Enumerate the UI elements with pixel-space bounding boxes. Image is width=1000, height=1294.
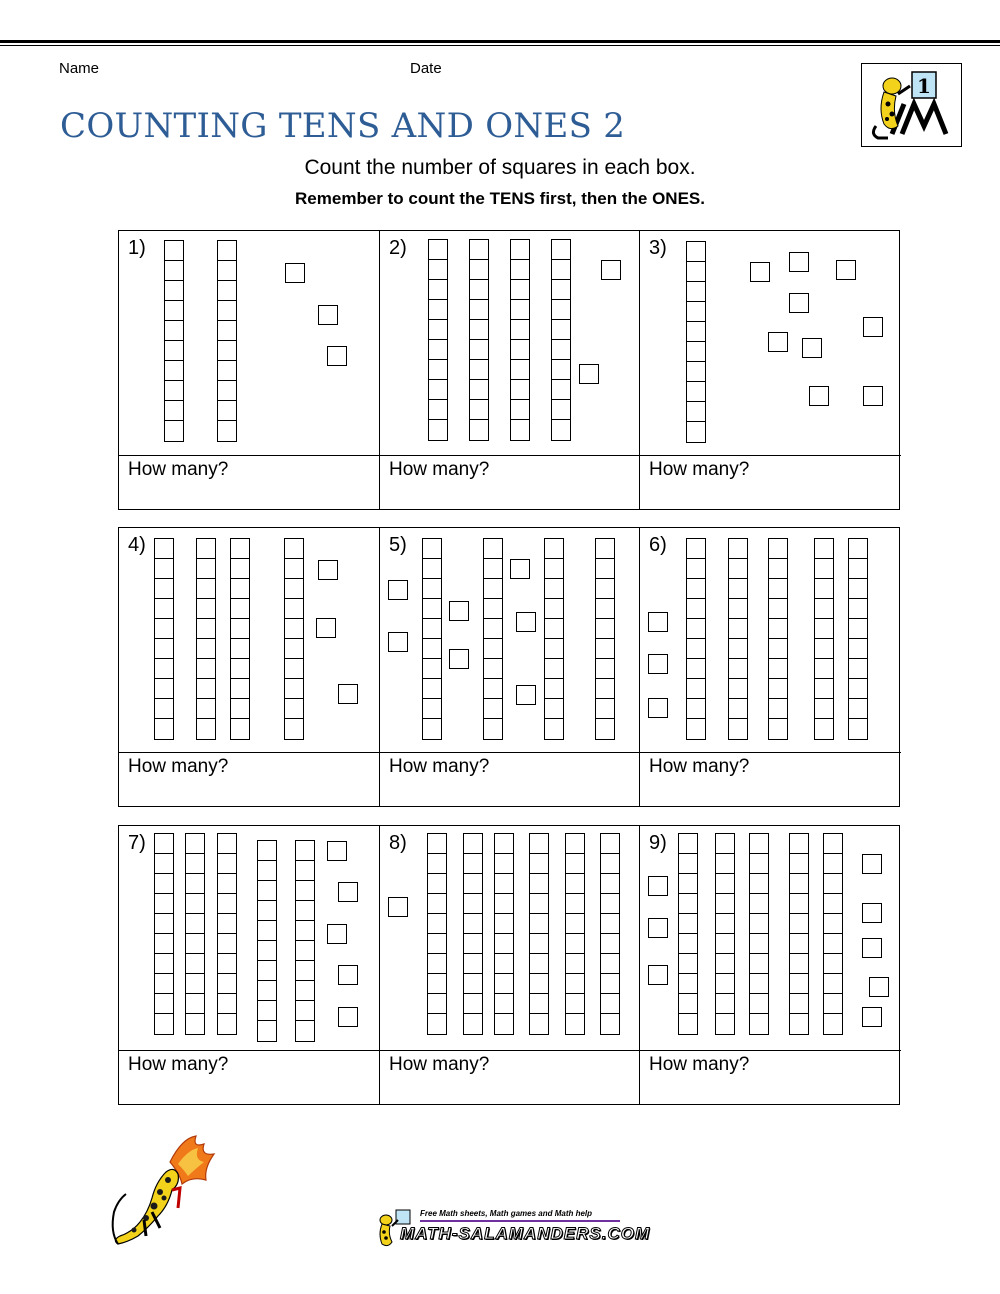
ten-rod (185, 833, 205, 1035)
problem-box (640, 528, 901, 807)
ten-rod (529, 833, 549, 1035)
ten-rod (749, 833, 769, 1035)
problem-box (119, 528, 380, 807)
one-square (449, 601, 469, 621)
problem-number: 1) (128, 237, 146, 259)
ten-rod (600, 833, 620, 1035)
footer-logo[interactable] (372, 1206, 651, 1250)
ten-rod (728, 538, 748, 740)
footer-divider (420, 1220, 620, 1222)
ten-rod (422, 538, 442, 740)
one-square (388, 580, 408, 600)
problem-number: 2) (389, 237, 407, 259)
how-many-label: How many? (649, 1054, 750, 1075)
answer-area[interactable] (119, 455, 380, 511)
one-square (836, 260, 856, 280)
one-square (388, 897, 408, 917)
one-square (648, 965, 668, 985)
ten-rod (154, 833, 174, 1035)
problem-number: 6) (649, 534, 667, 556)
one-square (338, 882, 358, 902)
problem-row (118, 527, 900, 807)
one-square (648, 612, 668, 632)
one-square (809, 386, 829, 406)
ten-rod (686, 241, 706, 443)
one-square (863, 317, 883, 337)
grade-number: 1 (917, 74, 931, 98)
answer-area[interactable] (640, 1050, 901, 1106)
one-square (768, 332, 788, 352)
problem-row (118, 230, 900, 510)
problem-number: 5) (389, 534, 407, 556)
answer-area[interactable] (119, 752, 380, 808)
ten-rod (678, 833, 698, 1035)
how-many-label: How many? (389, 756, 490, 777)
footer-tagline: Free Math sheets, Math games and Math help (420, 1209, 593, 1218)
date-label: Date (410, 60, 442, 77)
one-square (316, 618, 336, 638)
ten-rod (814, 538, 834, 740)
salamander-teacher-icon (862, 64, 961, 146)
top-rule (0, 40, 1000, 43)
ten-rod (257, 840, 277, 1042)
ten-rod (217, 833, 237, 1035)
grade-logo (861, 63, 962, 147)
ten-rod (494, 833, 514, 1035)
problem-number: 7) (128, 832, 146, 854)
how-many-label: How many? (128, 1054, 229, 1075)
ten-rod (768, 538, 788, 740)
problem-number: 3) (649, 237, 667, 259)
one-square (802, 338, 822, 358)
one-square (338, 965, 358, 985)
answer-area[interactable] (640, 752, 901, 808)
one-square (862, 903, 882, 923)
name-label: Name (59, 60, 100, 77)
problem-box (379, 231, 640, 510)
one-square (869, 977, 889, 997)
one-square (789, 252, 809, 272)
problem-number: 9) (649, 832, 667, 854)
worksheet-title: COUNTING TENS AND ONES 2 (60, 106, 626, 146)
one-square (516, 685, 536, 705)
one-square (601, 260, 621, 280)
footer-site-name: MATH-SALAMANDERS.COM (400, 1224, 651, 1243)
ten-rod (510, 239, 530, 441)
problem-box (640, 231, 901, 510)
ten-rod (551, 239, 571, 441)
ten-rod (284, 538, 304, 740)
answer-area[interactable] (380, 455, 639, 511)
one-square (789, 293, 809, 313)
one-square (510, 559, 530, 579)
how-many-label: How many? (389, 459, 490, 480)
one-square (338, 684, 358, 704)
problem-box (119, 231, 380, 510)
subtitle: Count the number of squares in each box. (304, 156, 696, 179)
one-square (750, 262, 770, 282)
answer-area[interactable] (380, 1050, 639, 1106)
ten-rod (686, 538, 706, 740)
one-square (285, 263, 305, 283)
problem-number: 8) (389, 832, 407, 854)
problem-box (379, 528, 640, 807)
ten-rod (544, 538, 564, 740)
one-square (648, 698, 668, 718)
one-square (862, 938, 882, 958)
problem-number: 4) (128, 534, 146, 556)
one-square (449, 649, 469, 669)
one-square (516, 612, 536, 632)
ten-rod (427, 833, 447, 1035)
how-many-label: How many? (128, 459, 229, 480)
ten-rod (196, 538, 216, 740)
one-square (327, 924, 347, 944)
ten-rod (715, 833, 735, 1035)
ten-rod (848, 538, 868, 740)
ten-rod (154, 538, 174, 740)
instruction: Remember to count the TENS first, then the ONES. (295, 189, 705, 208)
one-square (318, 305, 338, 325)
fire-salamander-icon (108, 1132, 220, 1248)
one-square (318, 560, 338, 580)
ten-rod (789, 833, 809, 1035)
ten-rod (230, 538, 250, 740)
ten-rod (295, 840, 315, 1042)
how-many-label: How many? (649, 459, 750, 480)
one-square (648, 876, 668, 896)
one-square (863, 386, 883, 406)
ten-rod (595, 538, 615, 740)
answer-area[interactable] (119, 1050, 380, 1106)
one-square (327, 841, 347, 861)
one-square (648, 918, 668, 938)
ten-rod (823, 833, 843, 1035)
ten-rod (483, 538, 503, 740)
problem-row (118, 825, 900, 1105)
one-square (327, 346, 347, 366)
one-square (862, 1007, 882, 1027)
one-square (579, 364, 599, 384)
top-rule-thin (0, 45, 1000, 46)
how-many-label: How many? (649, 756, 750, 777)
ten-rod (164, 240, 184, 442)
how-many-label: How many? (128, 756, 229, 777)
answer-area[interactable] (640, 455, 901, 511)
one-square (388, 632, 408, 652)
answer-area[interactable] (380, 752, 639, 808)
ten-rod (565, 833, 585, 1035)
how-many-label: How many? (389, 1054, 490, 1075)
one-square (338, 1007, 358, 1027)
problem-box (640, 826, 901, 1105)
ten-rod (217, 240, 237, 442)
problem-box (119, 826, 380, 1105)
ten-rod (428, 239, 448, 441)
ten-rod (469, 239, 489, 441)
one-square (648, 654, 668, 674)
ten-rod (463, 833, 483, 1035)
one-square (862, 854, 882, 874)
problem-box (379, 826, 640, 1105)
